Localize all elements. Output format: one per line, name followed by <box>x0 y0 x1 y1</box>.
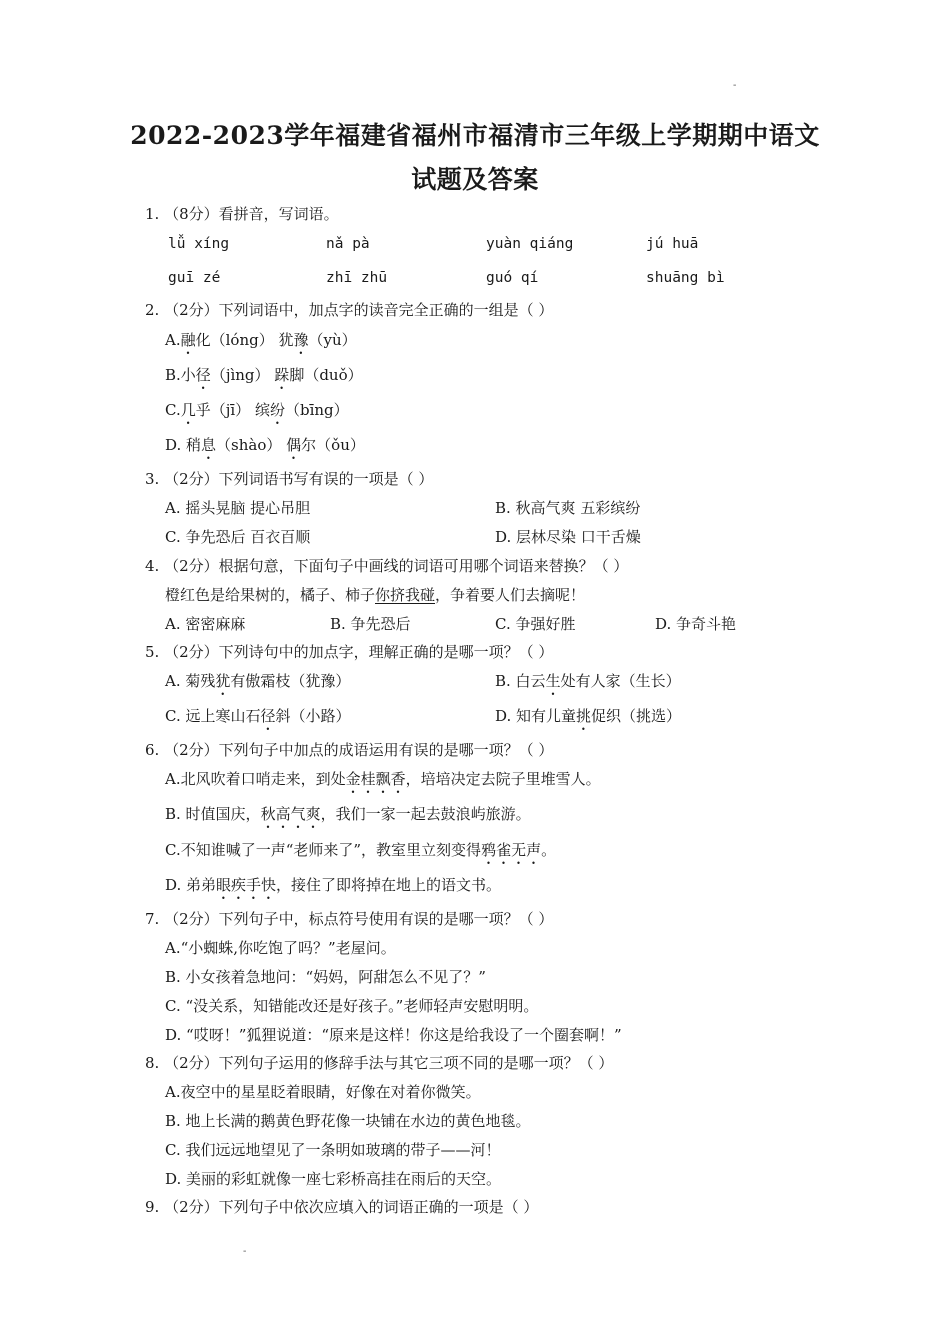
question-1-stem: 1. （8分）看拼音，写词语。 <box>145 205 339 223</box>
question-5-option-d: D. 知有儿童挑促织（挑选） <box>495 707 682 725</box>
question-6-stem: 6. （2分）下列句子中加点的成语运用有误的是哪一项？（ ） <box>145 741 554 759</box>
pinyin-6: zhī zhū <box>326 270 388 286</box>
question-2-option-a: A.融化（lóng） 犹豫（yù） <box>165 331 357 349</box>
pinyin-4: jú huā <box>646 236 699 252</box>
question-4-option-d: D. 争奇斗艳 <box>655 615 737 633</box>
pinyin-7: guó qí <box>486 270 539 286</box>
question-3-stem: 3. （2分）下列词语书写有误的一项是（ ） <box>145 470 434 488</box>
question-7-option-a: A.“小蜘蛛,你吃饱了吗？”老屋问。 <box>165 939 396 957</box>
question-5-option-b: B. 白云生处有人家（生长） <box>495 672 681 690</box>
question-2-option-b: B.小径（jìng） 跺脚（duǒ） <box>165 366 363 384</box>
question-4-stem: 4. （2分）根据句意，下面句子中画线的词语可用哪个词语来替换？（ ） <box>145 557 629 575</box>
question-9-stem: 9. （2分）下列句子中依次应填入的词语正确的一项是（ ） <box>145 1198 539 1216</box>
question-8-option-c: C. 我们远远地望见了一条明如玻璃的带子——河！ <box>165 1141 501 1159</box>
question-3-option-d: D. 层林尽染 口干舌燥 <box>495 528 641 546</box>
question-3-option-c: C. 争先恐后 百衣百顺 <box>165 528 311 546</box>
question-3-option-a: A. 摇头晃脑 提心吊胆 <box>165 499 311 517</box>
question-7-option-c: C. “没关系，知错能改还是好孩子。”老师轻声安慰明明。 <box>165 997 539 1015</box>
question-6-option-b: B. 时值国庆，秋高气爽，我们一家一起去鼓浪屿旅游。 <box>165 805 531 823</box>
question-8-option-d: D. 美丽的彩虹就像一座七彩桥高挂在雨后的天空。 <box>165 1170 502 1188</box>
question-2-option-d: D. 稍息（shào） 偶尔（ǒu） <box>165 436 365 454</box>
question-2-option-c: C.几乎（jī） 缤纷（bīng） <box>165 401 349 419</box>
question-5-stem: 5. （2分）下列诗句中的加点字，理解正确的是哪一项？（ ） <box>145 643 554 661</box>
pinyin-1: lǚ xíng <box>168 236 230 252</box>
question-7-option-b: B. 小女孩着急地问：“妈妈，阿甜怎么不见了？” <box>165 968 486 986</box>
question-5-option-c: C. 远上寒山石径斜（小路） <box>165 707 351 725</box>
pinyin-2: nǎ pà <box>326 236 370 252</box>
question-8-stem: 8. （2分）下列句子运用的修辞手法与其它三项不同的是哪一项？（ ） <box>145 1054 614 1072</box>
question-3-option-b: B. 秋高气爽 五彩缤纷 <box>495 499 641 517</box>
question-2-stem: 2. （2分）下列词语中，加点字的读音完全正确的一组是（ ） <box>145 301 554 319</box>
question-6-option-d: D. 弟弟眼疾手快，接住了即将掉在地上的语文书。 <box>165 876 502 894</box>
question-6-option-c: C.不知谁喊了一声“老师来了”，教室里立刻变得鸦雀无声。 <box>165 841 557 859</box>
page-title-line2: 试题及答案 <box>411 165 539 194</box>
pinyin-5: guī zé <box>168 270 221 286</box>
question-4-option-b: B. 争先恐后 <box>330 615 411 633</box>
question-5-option-a: A. 菊残犹有傲霜枝（犹豫） <box>165 672 351 690</box>
question-4-option-c: C. 争强好胜 <box>495 615 576 633</box>
question-4-option-a: A. 密密麻麻 <box>165 615 246 633</box>
header-mark: - <box>733 80 737 91</box>
question-8-option-a: A.夜空中的星星眨着眼睛，好像在对着你微笑。 <box>165 1083 481 1101</box>
question-7-option-d: D. “哎呀！”狐狸说道：“原来是这样！你这是给我设了一个圈套啊！” <box>165 1026 622 1044</box>
pinyin-8: shuāng bì <box>646 270 725 286</box>
question-8-option-b: B. 地上长满的鹅黄色野花像一块铺在水边的黄色地毯。 <box>165 1112 531 1130</box>
pinyin-3: yuàn qiáng <box>486 236 574 252</box>
page-title: 2022-2023学年福建省福州市福清市三年级上学期期中语文 <box>130 121 820 150</box>
question-6-option-a: A.北风吹着口哨走来，到处金桂飘香，培培决定去院子里堆雪人。 <box>165 770 601 788</box>
footer-mark: - <box>243 1246 247 1257</box>
question-7-stem: 7. （2分）下列句子中，标点符号使用有误的是哪一项？（ ） <box>145 910 554 928</box>
question-4-sentence: 橙红色是给果树的，橘子、柿子你挤我碰，争着要人们去摘呢！ <box>165 586 586 604</box>
